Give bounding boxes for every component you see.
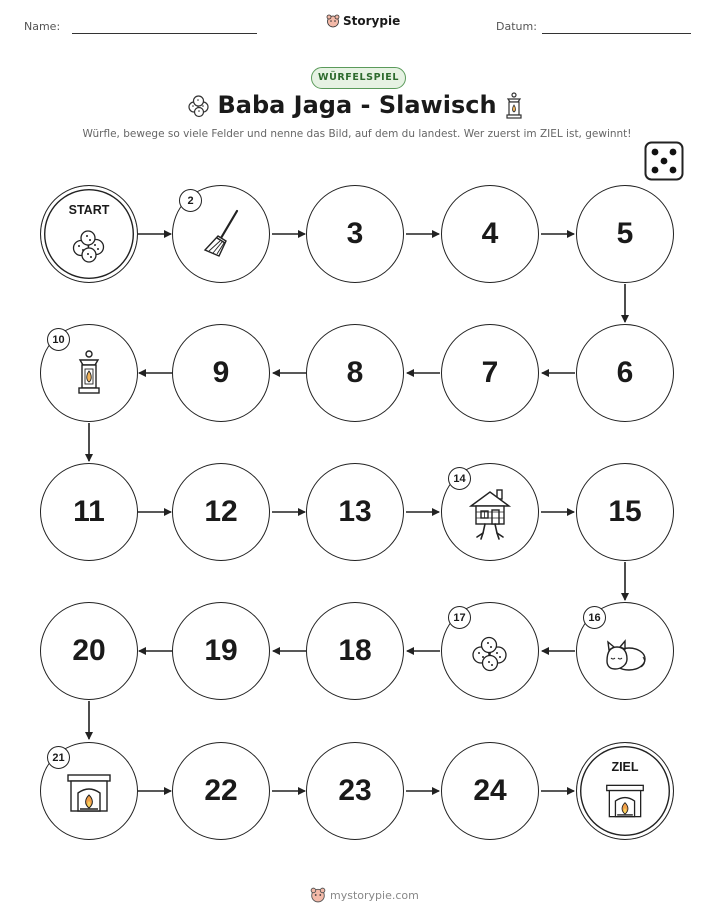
field-number: 16 xyxy=(583,606,606,629)
field-2[interactable] xyxy=(172,185,270,283)
field-number: 18 xyxy=(338,634,372,667)
field-4[interactable] xyxy=(441,185,539,283)
start-label: START xyxy=(68,203,110,217)
field-number: 22 xyxy=(204,774,238,807)
lantern-icon xyxy=(74,349,104,399)
field-number: 8 xyxy=(346,356,364,389)
field-number: 23 xyxy=(338,774,372,807)
field-number: 11 xyxy=(73,495,105,528)
goal-label: ZIEL xyxy=(611,760,639,774)
field-7[interactable] xyxy=(441,324,539,422)
field-number: 14 xyxy=(448,467,471,490)
field-11[interactable] xyxy=(40,463,138,561)
field-number: 4 xyxy=(481,217,499,250)
field-17[interactable] xyxy=(441,602,539,700)
field-number: 20 xyxy=(72,634,106,667)
field-number: 6 xyxy=(616,356,634,389)
field-number: 12 xyxy=(204,495,238,528)
field-number: 13 xyxy=(338,495,372,528)
hut-on-legs-icon xyxy=(467,486,513,542)
game-type-badge: WÜRFELSPIEL xyxy=(311,67,406,89)
field-number: 21 xyxy=(47,746,70,769)
field-24[interactable] xyxy=(441,742,539,840)
field-number: 24 xyxy=(473,774,507,807)
field-14[interactable] xyxy=(441,463,539,561)
field-number: 2 xyxy=(179,189,202,212)
sleeping-cat-icon xyxy=(601,637,649,673)
fireplace-icon xyxy=(66,773,112,813)
field-21[interactable] xyxy=(40,742,138,840)
field-number: 17 xyxy=(448,606,471,629)
berries-icon xyxy=(70,228,108,264)
field-22[interactable] xyxy=(172,742,270,840)
field-9[interactable] xyxy=(172,324,270,422)
brand-mascot-icon xyxy=(310,887,326,903)
berries-icon xyxy=(469,635,511,673)
field-number: 9 xyxy=(212,356,230,389)
field-8[interactable] xyxy=(306,324,404,422)
field-number: 5 xyxy=(616,217,634,250)
footer xyxy=(310,887,419,903)
field-15[interactable] xyxy=(576,463,674,561)
field-13[interactable] xyxy=(306,463,404,561)
page-title: Baba Jaga - Slawisch xyxy=(217,91,497,119)
field-19[interactable] xyxy=(172,602,270,700)
field-5[interactable] xyxy=(576,185,674,283)
field-12[interactable] xyxy=(172,463,270,561)
field-number: 10 xyxy=(47,328,70,351)
instructions: Würfle, bewege so viele Felder und nenne das Bild, auf dem du landest. Wer zuerst im ZIEL ist, gewinnt! xyxy=(82,128,632,140)
field-number: 19 xyxy=(204,634,238,667)
field-number: 7 xyxy=(481,356,499,389)
name-label: Name: xyxy=(24,20,61,33)
field-6[interactable] xyxy=(576,324,674,422)
broom-icon xyxy=(199,208,243,260)
start-cell[interactable] xyxy=(40,185,138,283)
date-label: Datum: xyxy=(496,20,537,33)
field-3[interactable] xyxy=(306,185,404,283)
field-number: 3 xyxy=(346,217,364,250)
field-23[interactable] xyxy=(306,742,404,840)
goal-cell[interactable] xyxy=(576,742,674,840)
field-18[interactable] xyxy=(306,602,404,700)
field-16[interactable] xyxy=(576,602,674,700)
field-10[interactable] xyxy=(40,324,138,422)
field-number: 15 xyxy=(608,495,642,528)
fireplace-icon xyxy=(605,783,645,819)
brand-name: Storypie xyxy=(343,14,401,28)
footer-url[interactable]: mystorypie.com xyxy=(330,888,419,902)
field-20[interactable] xyxy=(40,602,138,700)
